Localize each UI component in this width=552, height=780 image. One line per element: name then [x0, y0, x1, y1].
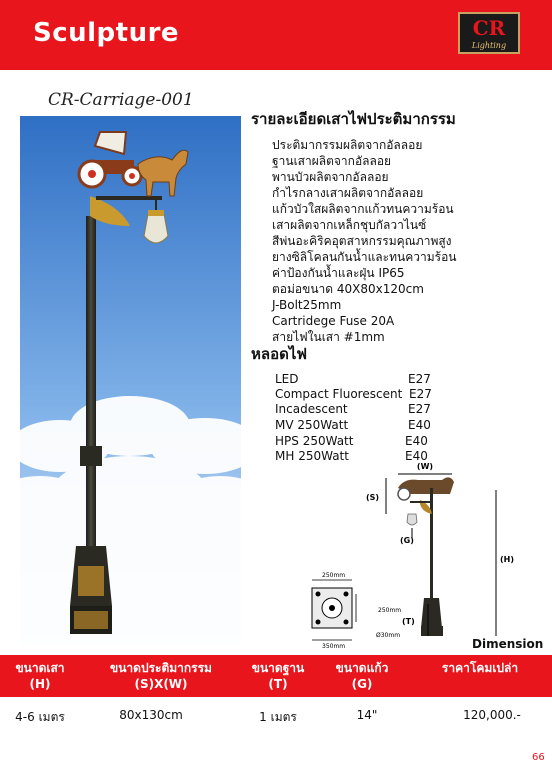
spec-item: ยางซิลิโคลนกันน้ำและทนความร้อน: [272, 250, 457, 264]
header-line: ขนาดแก้ว: [335, 661, 389, 675]
spec-item: ประติมากรรมผลิตจากอัลลอย: [272, 138, 423, 152]
spec-item: แก้วบัวใสผลิตจากแก้วทนความร้อน: [272, 202, 454, 216]
lamp-post-illustration: [20, 116, 241, 644]
header-line: (S)X(W): [134, 677, 188, 691]
brand-logo: [458, 12, 520, 54]
spec-item: สีพ่นอะคิริคอุตสาหกรรมคุณภาพสูง: [272, 234, 452, 248]
lamp-type: Incadescent: [275, 402, 348, 416]
header-line: (T): [268, 677, 288, 691]
dimension-diagram: [290, 458, 552, 650]
header-line: (G): [351, 677, 373, 691]
header-sculpture-size: [96, 660, 226, 692]
product-photo: [20, 116, 241, 644]
spec-item: ค่าป้องกันน้ำและฝุ่น IP65: [272, 266, 405, 280]
spec-list: [272, 137, 456, 345]
base-outer-label: 350mm: [322, 643, 346, 650]
lamp-base: E27: [408, 372, 431, 386]
base-depth-label: 250mm: [378, 607, 402, 614]
clouds: [20, 396, 241, 644]
lamp-type: LED: [275, 372, 299, 386]
lamp-title: หลอดไฟ: [251, 345, 307, 363]
cell-price: 120,000.-: [463, 708, 521, 722]
t-label: (T): [402, 617, 415, 626]
lamp-base: E27: [409, 387, 432, 401]
spec-item: กำไรกลางเสาผลิตจากอัลลอย: [272, 186, 424, 200]
header-price: [420, 660, 540, 676]
lamp-base: E40: [405, 449, 428, 463]
spec-item: สายไฟในเสา #1mm: [272, 330, 385, 344]
base-width-label: 250mm: [322, 572, 346, 579]
lamp-type: MH 250Watt: [275, 449, 349, 463]
cell-pole-size: 4-6 เมตร: [15, 710, 65, 724]
header-pole-size: [4, 660, 76, 692]
page-title: Sculpture: [33, 18, 180, 48]
bolt-label: Ø30mm: [376, 632, 401, 639]
header-line: ราคาโคมเปล่า: [441, 661, 519, 675]
header-line: ขนาดฐาน: [251, 661, 305, 675]
logo-mark: CR: [472, 16, 506, 40]
cell-sculpture-size: 80x130cm: [119, 708, 183, 722]
lamp-type: Compact Fluorescent: [275, 387, 403, 401]
header-line: ขนาดเสา: [15, 661, 65, 675]
spec-item: Cartridege Fuse 20A: [272, 314, 395, 328]
header-line: ขนาดประติมากรรม: [110, 661, 212, 675]
s-label: (S): [366, 493, 380, 502]
lamp-base: E40: [405, 434, 428, 448]
cell-glass-size: 14": [356, 708, 378, 722]
lamp-type: MV 250Watt: [275, 418, 349, 432]
header-glass-size: [322, 660, 402, 692]
spec-item: ตอม่อขนาด 40X80x120cm: [272, 282, 424, 296]
header-base-size: [243, 660, 313, 692]
spec-title: รายละเอียดเสาไฟประติมากรรม: [251, 110, 456, 128]
logo-subtitle: Lighting: [471, 41, 507, 50]
lamp-base: E27: [408, 402, 431, 416]
spec-item: เสาผลิตจากเหล็กชุบกัลวาไนซ์: [272, 218, 427, 232]
price-table-header: [0, 655, 552, 697]
dimension-label: Dimension: [472, 637, 544, 651]
spec-item: ฐานเสาผลิตจากอัลลอย: [272, 154, 392, 168]
page-number: 66: [532, 752, 545, 763]
header-line: (H): [29, 677, 51, 691]
g-label: (G): [400, 536, 414, 545]
model-name: CR-Carriage-001: [48, 90, 194, 110]
cell-base-size: 1 เมตร: [259, 710, 297, 724]
lamp-base: E40: [408, 418, 431, 432]
spec-item: J-Bolt25mm: [272, 298, 342, 312]
lamp-type: HPS 250Watt: [275, 434, 354, 448]
header-bar: [0, 0, 552, 70]
spec-item: พานบัวผลิตจากอัลลอย: [272, 170, 389, 184]
h-label: (H): [500, 555, 515, 564]
dimension-drawing: [290, 458, 552, 650]
w-label: (W): [416, 462, 434, 471]
